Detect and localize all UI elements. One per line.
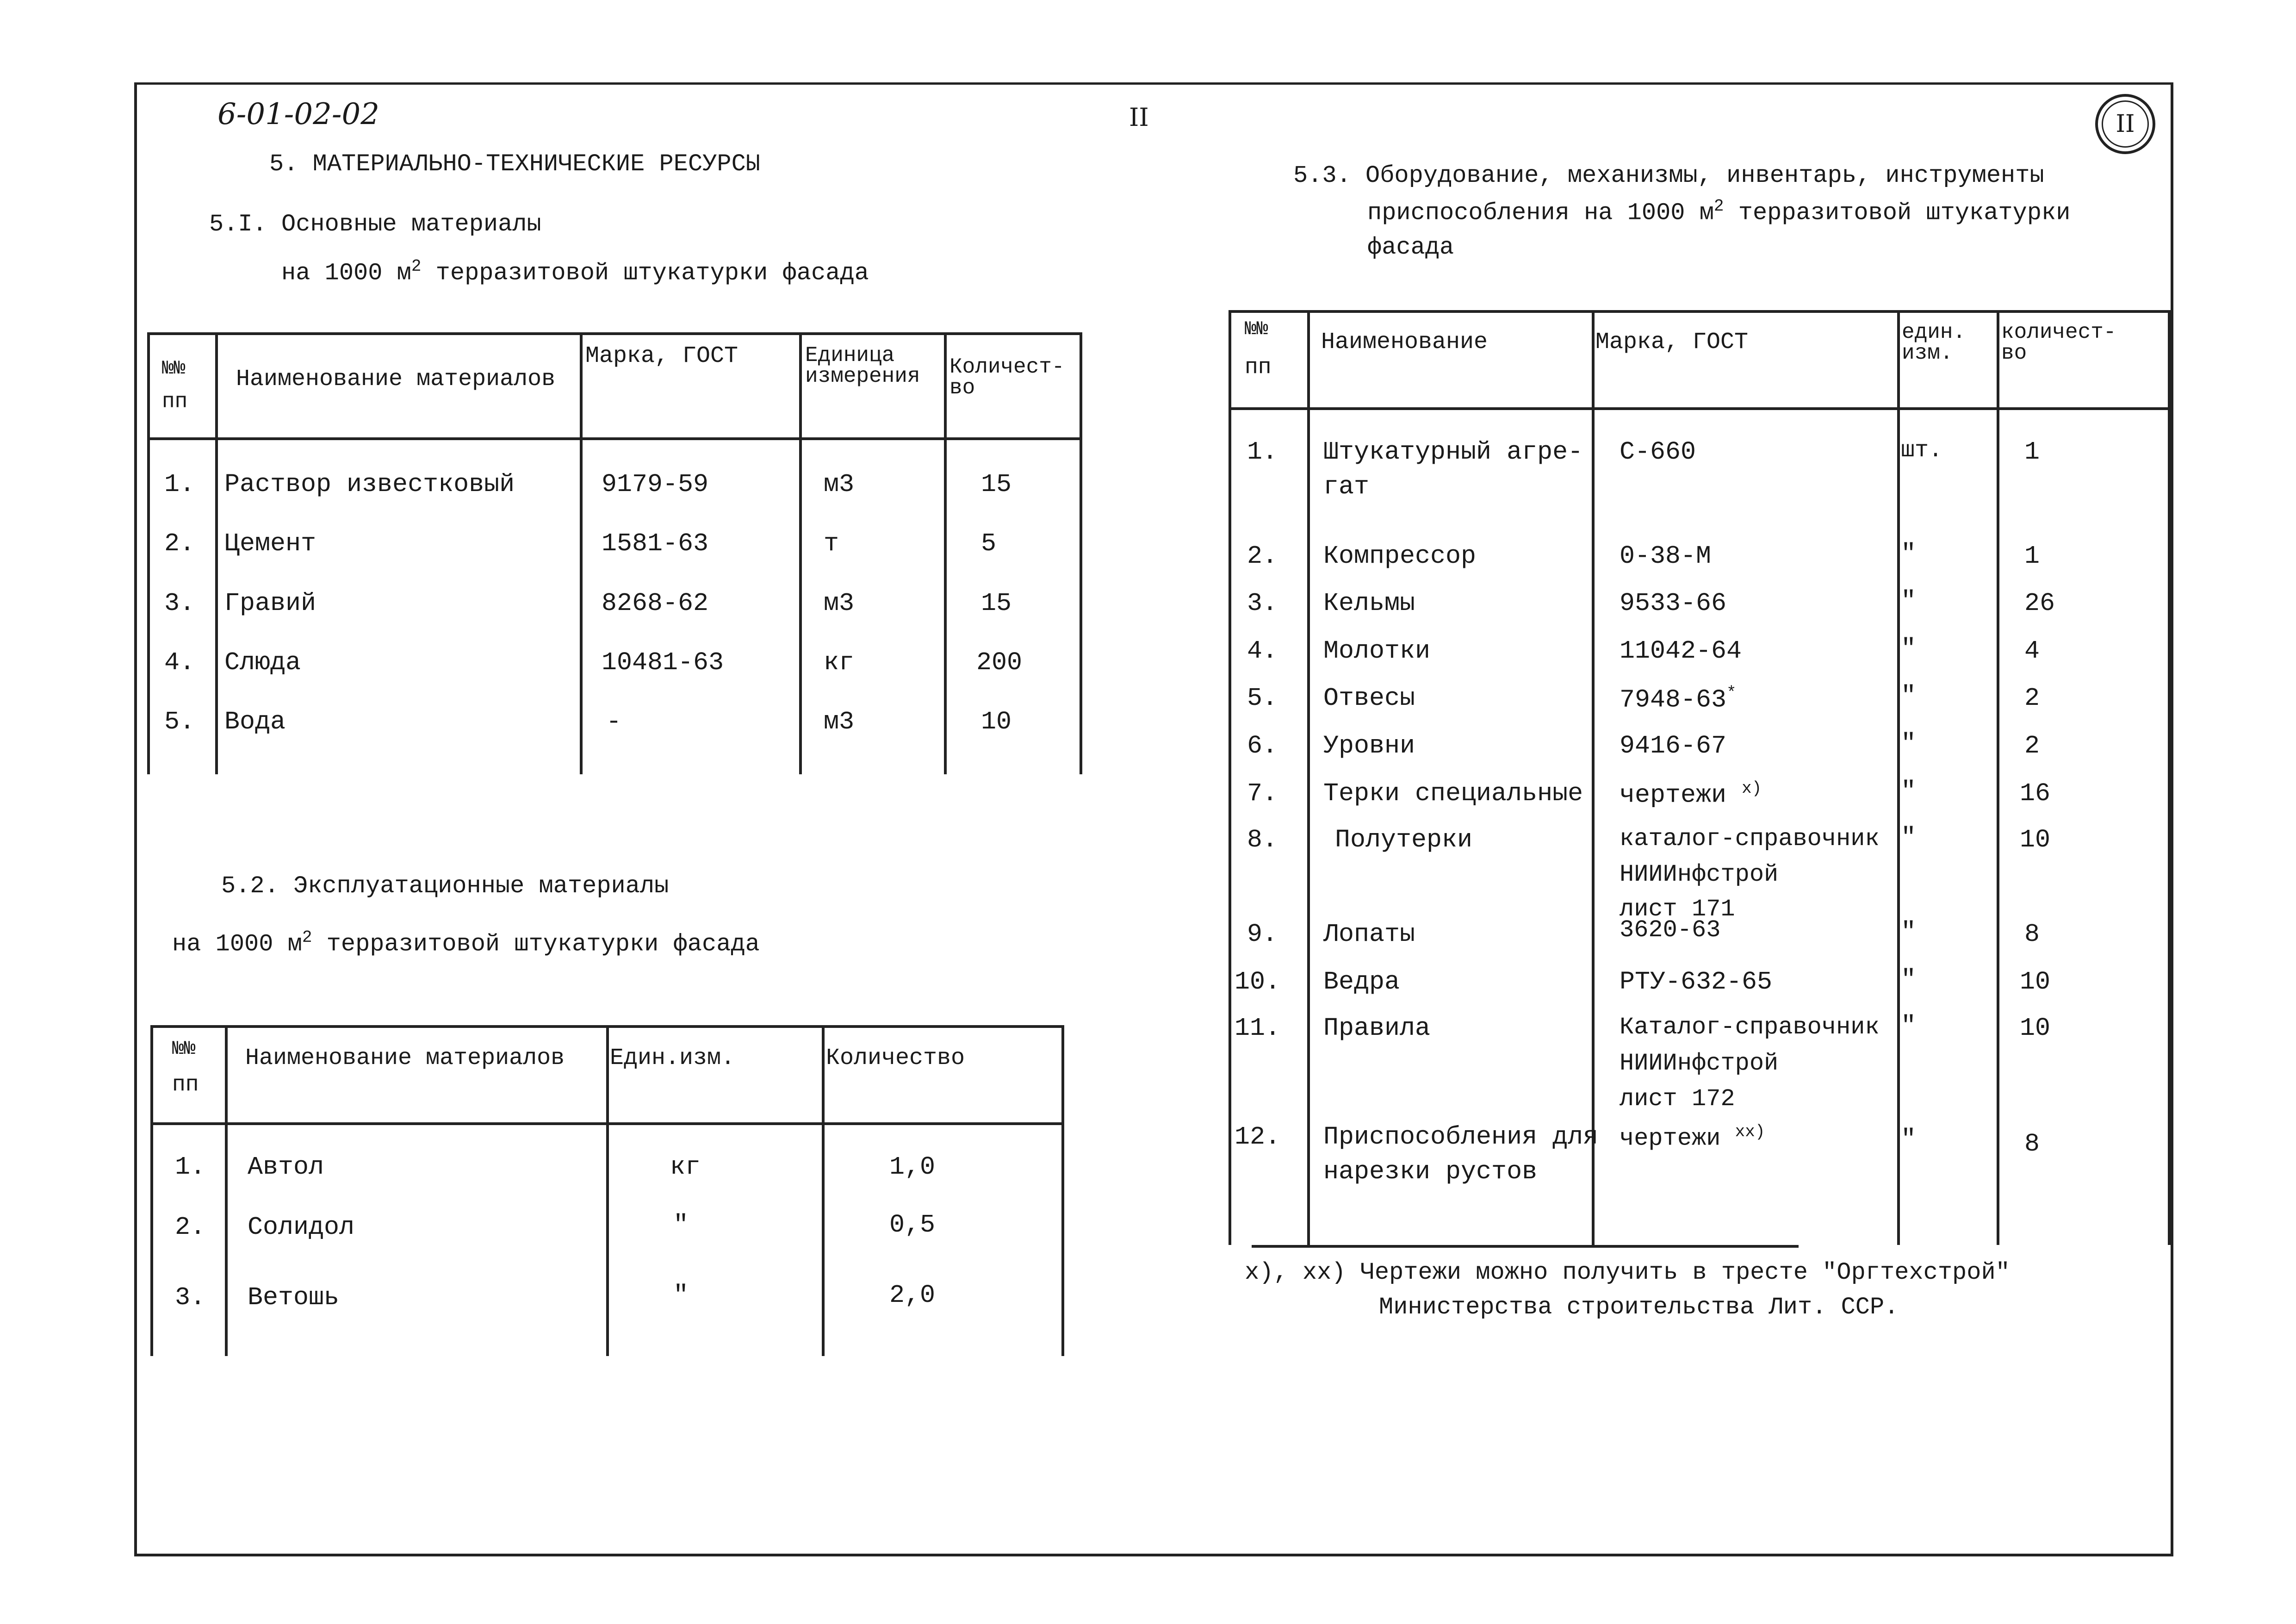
s53-header-num: №№ (1245, 318, 1268, 340)
s51-header-pp: пп (162, 390, 188, 414)
table-cell: 12. (1235, 1122, 1281, 1151)
table-cell: 1 (2024, 437, 2040, 467)
table-cell: 4 (2024, 636, 2040, 666)
table-cell: 8268-62 (602, 589, 709, 618)
table-cell: " (1901, 729, 1917, 758)
page-number-badge: II (2095, 94, 2155, 154)
table-cell: 9179-59 (602, 470, 709, 499)
table-cell: НИИИнфстрой (1620, 861, 1779, 888)
s53-header-qty-1: количест- (2001, 320, 2116, 344)
page-frame (134, 82, 2173, 1556)
table-cell: 1 (2024, 541, 2040, 571)
s53-title-line3: фасада (1367, 234, 1454, 261)
table-cell: 7948-63* (1620, 684, 1737, 715)
table-cell: Слюда (224, 648, 301, 677)
table-cell: 15 (981, 589, 1012, 618)
table-cell: гат (1323, 472, 1370, 501)
s53-title: 5.3. Оборудование, механизмы, инвентарь, инструменты (1293, 162, 2044, 189)
s51-header-mark: Марка, ГОСТ (585, 343, 738, 369)
table-cell: Уровни (1323, 731, 1415, 760)
s53-header-qty-2: во (2001, 341, 2027, 365)
s52-header-qty: Количество (826, 1045, 965, 1071)
table-cell: Гравий (224, 589, 316, 618)
table-cell: 4. (164, 648, 195, 677)
table-cell: лист 171 (1620, 896, 1735, 923)
table-cell: 4. (1247, 636, 1278, 666)
table-cell: Вода (224, 707, 286, 736)
table-cell: 11042-64 (1620, 636, 1742, 666)
table-cell: Цемент (224, 529, 316, 558)
table-cell: 11. (1235, 1014, 1281, 1043)
table-cell: 2. (1247, 541, 1278, 571)
s51-header-unit-1: Единица (805, 343, 895, 367)
table-cell: 3. (164, 589, 195, 618)
footnote-line2: Министерства строительства Лит. ССР. (1379, 1294, 1899, 1321)
table-cell: РТУ-632-65 (1620, 967, 1773, 996)
table-cell: 10 (2020, 1014, 2051, 1043)
table-cell: Полутерки (1335, 825, 1473, 854)
table-cell: Кельмы (1323, 589, 1415, 618)
s53-header-unit-1: един. (1902, 320, 1966, 344)
table-cell: 5 (981, 529, 997, 558)
table-cell: Лопаты (1323, 920, 1415, 949)
table-cell: Ветошь (248, 1283, 340, 1312)
s51-header-name: Наименование материалов (236, 366, 556, 392)
table-cell: " (1901, 777, 1917, 806)
table-cell: м3 (824, 470, 855, 499)
s53-title-line2: приспособления на 1000 $м^2$ терразитовой штукатурки (1367, 197, 2071, 227)
table-cell: Штукатурный агре- (1323, 437, 1583, 467)
table-cell: Раствор известковый (224, 470, 515, 499)
document-code: 6-01-02-02 (217, 97, 379, 131)
table-cell: 3. (1247, 589, 1278, 618)
page-number: II (1129, 103, 1149, 132)
table-cell: 7. (1247, 779, 1278, 808)
table-cell: " (1901, 1011, 1917, 1040)
table-cell: Компрессор (1323, 541, 1477, 571)
table-cell: нарезки рустов (1323, 1157, 1538, 1186)
table-cell: 8 (2024, 1129, 2040, 1158)
s53-header-pp: пп (1245, 355, 1272, 380)
table-cell: 8 (2024, 920, 2040, 949)
table-cell: " (1901, 681, 1917, 710)
table-cell: 3. (175, 1283, 206, 1312)
table-cell: " (1901, 539, 1917, 568)
table-cell: 16 (2020, 779, 2051, 808)
table-cell: 10481-63 (602, 648, 724, 677)
s53-header-name: Наименование (1321, 329, 1488, 355)
table-cell: 3620-63 (1620, 916, 1721, 944)
table-cell: каталог-справочник (1620, 825, 1880, 852)
table-cell: м3 (824, 707, 855, 736)
s53-header-mark: Марка, ГОСТ (1595, 329, 1749, 355)
s52-header-unit: Един.изм. (610, 1045, 735, 1071)
footnote: x), xx) Чертежи можно получить в тресте "Оргтехстрой" (1245, 1259, 2010, 1286)
s52-title: 5.2. Эксплуатационные материалы (221, 872, 669, 900)
table-cell: 10. (1235, 967, 1281, 996)
table-cell: НИИИнфстрой (1620, 1050, 1779, 1077)
table-cell: чертежи $^{x)}$ (1620, 779, 1762, 810)
table-cell: 10 (981, 707, 1012, 736)
table-cell: " (673, 1281, 689, 1310)
table-cell: Приспособления для (1323, 1122, 1599, 1151)
table-cell: " (673, 1210, 689, 1239)
table-cell: лист 172 (1620, 1085, 1735, 1113)
s51-header-unit-2: измерения (805, 364, 920, 388)
table-cell: 0,5 (889, 1210, 936, 1239)
section-title: 5. МАТЕРИАЛЬНО-ТЕХНИЧЕСКИЕ РЕСУРСЫ (269, 150, 760, 178)
s52-header-pp: пп (172, 1072, 199, 1097)
table-cell: - (606, 707, 622, 736)
table-cell: кг (824, 648, 855, 677)
table-cell: Каталог-справочник (1620, 1014, 1880, 1041)
s52-header-name: Наименование материалов (245, 1045, 565, 1071)
table-cell: Солидол (248, 1213, 355, 1242)
table-cell: 8. (1247, 825, 1278, 854)
s52-subtitle: на 1000 $м^2$ терразитовой штукатурки фасада (172, 928, 760, 958)
table-cell: " (1901, 965, 1917, 994)
table-cell: т (824, 529, 839, 558)
table-cell: 1. (175, 1152, 206, 1182)
table-cell: 200 (976, 648, 1023, 677)
table-cell: Автол (248, 1152, 324, 1182)
s51-header-qty-2: во (949, 376, 975, 400)
table-cell: 1. (1247, 437, 1278, 467)
table-cell: Правила (1323, 1014, 1431, 1043)
table-cell: чертежи $^{xx)}$ (1620, 1122, 1765, 1152)
table-cell: " (1901, 586, 1917, 616)
s51-title: 5.I. Основные материалы (209, 211, 541, 238)
table-cell: 15 (981, 470, 1012, 499)
table-cell: 5. (164, 707, 195, 736)
table-cell: " (1901, 823, 1917, 852)
s51-header-num: №№ (162, 357, 186, 380)
table-cell: 2,0 (889, 1281, 936, 1310)
table-cell: 2 (2024, 684, 2040, 713)
table-cell: 1,0 (889, 1152, 936, 1182)
table-cell: " (1901, 917, 1917, 946)
table-cell: 6. (1247, 731, 1278, 760)
table-cell: 5. (1247, 684, 1278, 713)
s53-header-unit-2: изм. (1902, 341, 1953, 365)
table-cell: 1581-63 (602, 529, 709, 558)
s51-header-qty-1: Количест- (949, 355, 1065, 379)
table-cell: кг (670, 1152, 701, 1182)
table-cell: 2 (2024, 731, 2040, 760)
table-cell: 1. (164, 470, 195, 499)
table-cell: Отвесы (1323, 684, 1415, 713)
table-cell: м3 (824, 589, 855, 618)
table-cell: Терки специальные (1323, 779, 1583, 808)
table-cell: 2. (175, 1213, 206, 1242)
table-cell: 9533-66 (1620, 589, 1727, 618)
table-cell: 2. (164, 529, 195, 558)
table-cell: 9416-67 (1620, 731, 1727, 760)
table-cell: С-660 (1620, 437, 1696, 467)
table-cell: 0-38-М (1620, 541, 1712, 571)
s51-subtitle: на 1000 $м^2$ терразитовой штукатурки фасада (281, 257, 869, 287)
table-cell: 10 (2020, 825, 2051, 854)
table-cell: 10 (2020, 967, 2051, 996)
table-cell: " (1901, 634, 1917, 663)
table-cell: 9. (1247, 920, 1278, 949)
table-cell: Ведра (1323, 967, 1400, 996)
table-cell: Молотки (1323, 636, 1431, 666)
table-cell: " (1901, 1125, 1917, 1154)
table-cell: шт. (1901, 437, 1943, 464)
s52-header-num: №№ (172, 1038, 196, 1060)
table-cell: 26 (2024, 589, 2055, 618)
